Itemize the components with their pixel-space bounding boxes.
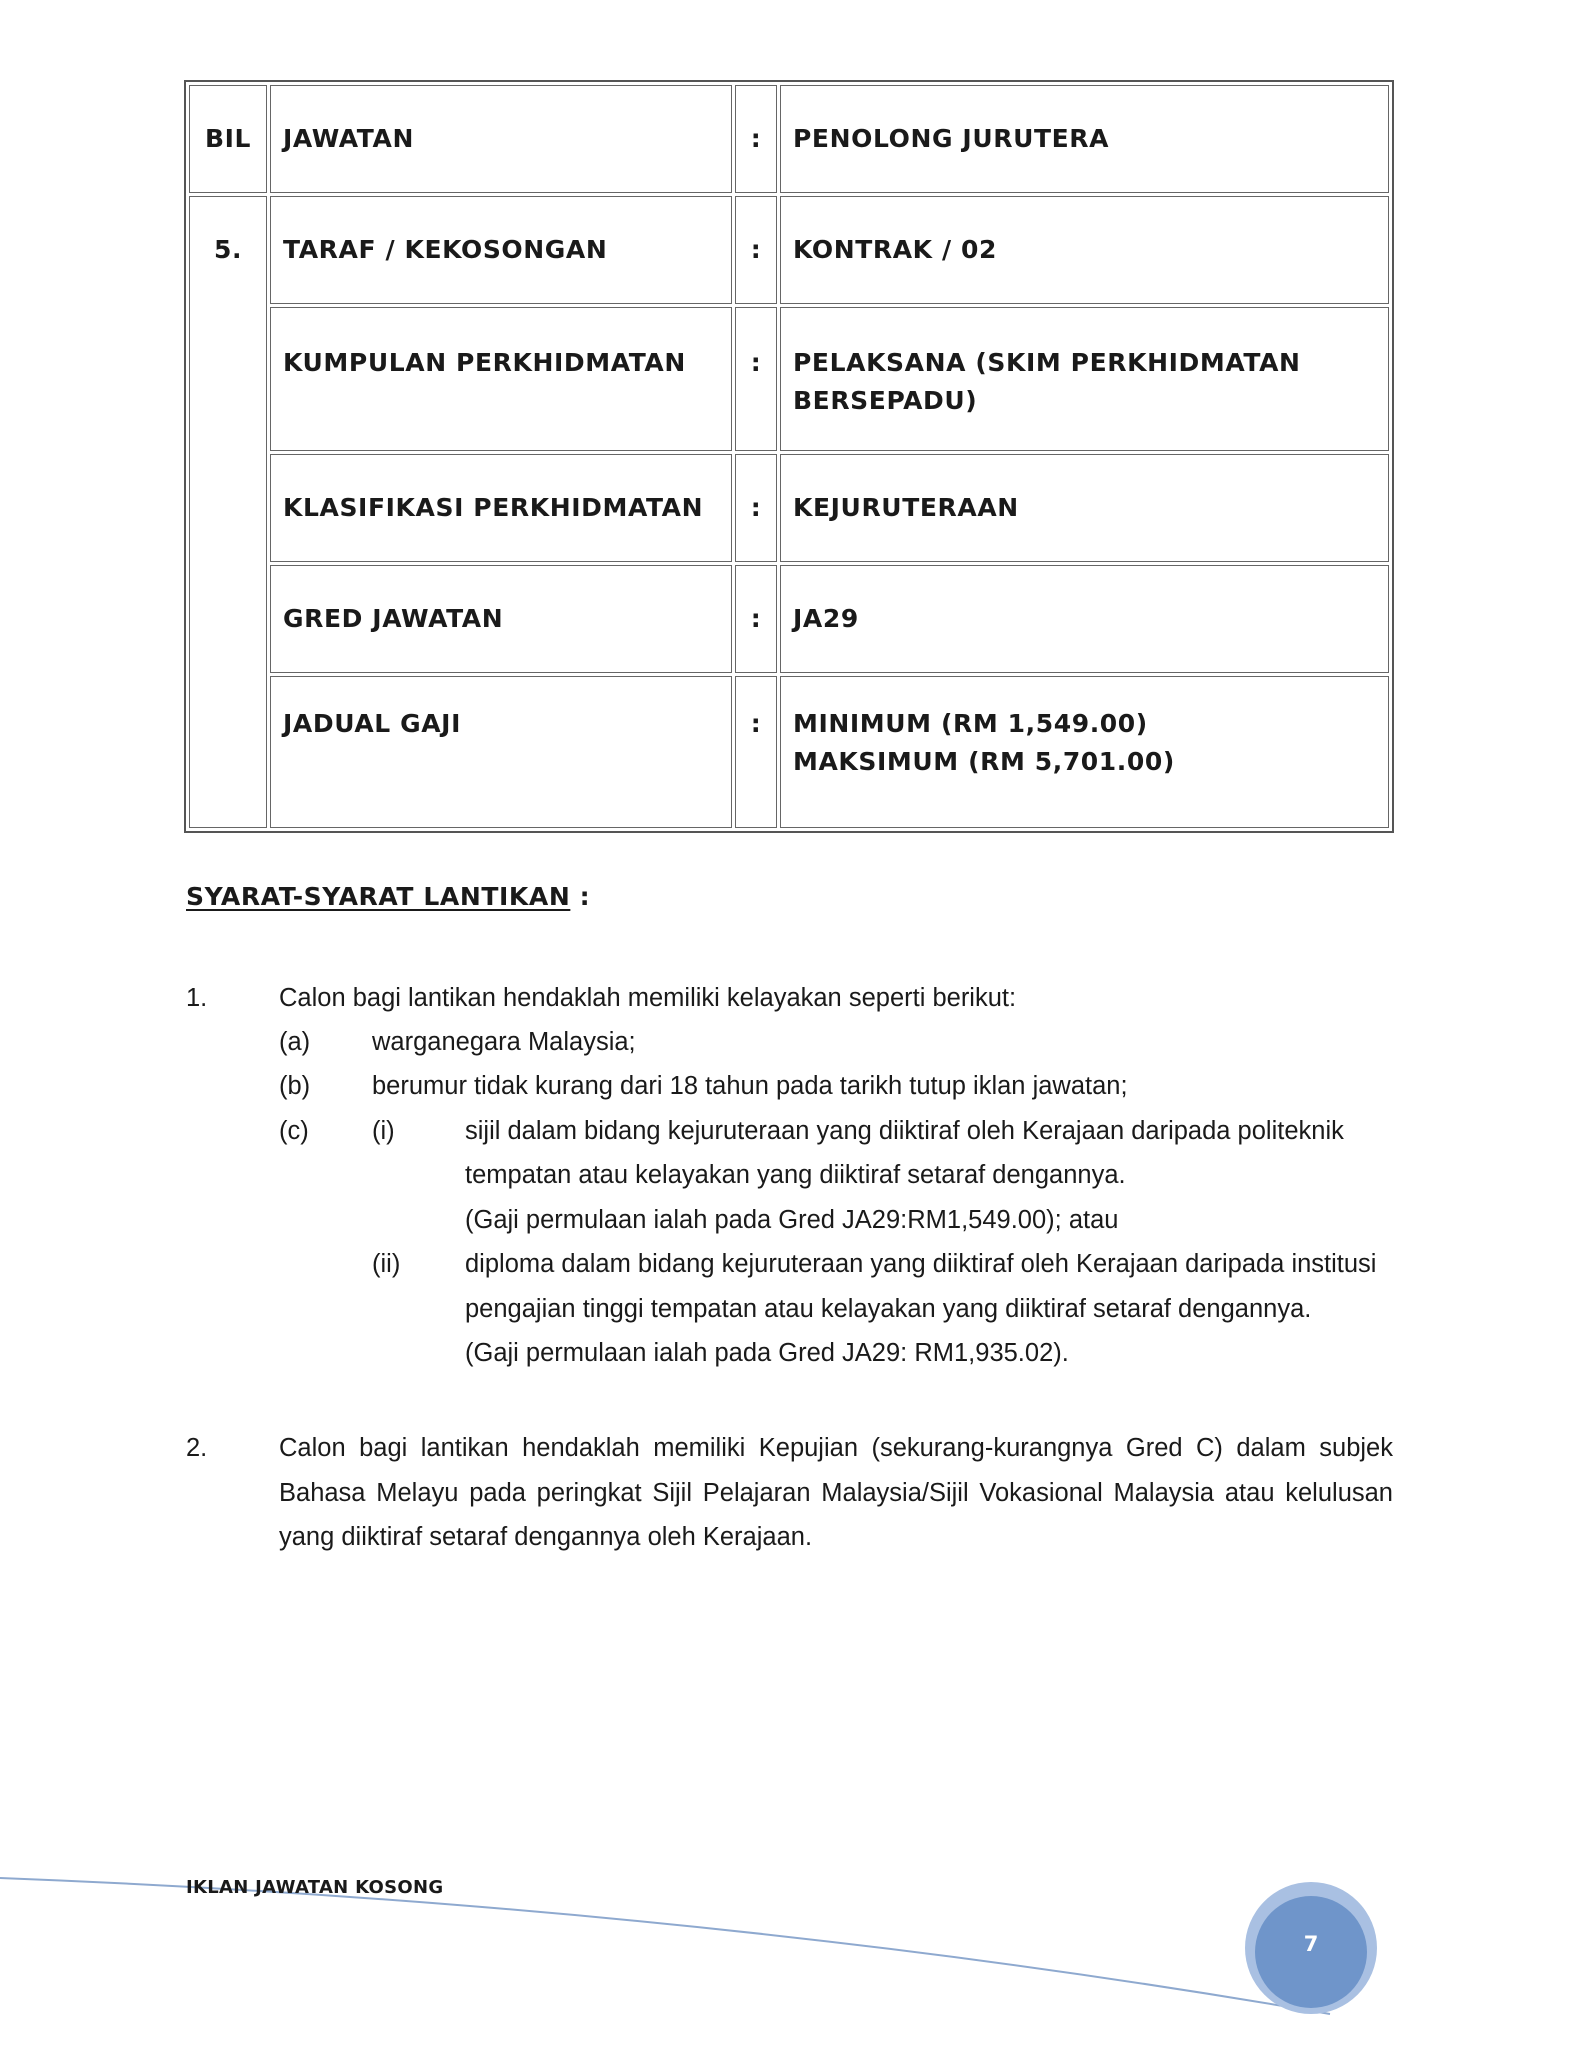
- row-colon: :: [735, 565, 777, 673]
- condition-2-number: 2.: [186, 1434, 208, 1462]
- row-label-jawatan: JAWATAN: [270, 85, 732, 193]
- row-label-kumpulan: KUMPULAN PERKHIDMATAN: [270, 307, 732, 451]
- condition-1c-ii-line2: pengajian tinggi tempatan atau kelayakan yang diiktiraf setaraf dengannya.: [465, 1295, 1312, 1323]
- row-value-gred: JA29: [780, 565, 1389, 673]
- row-label-klasifikasi: KLASIFIKASI PERKHIDMATAN: [270, 454, 732, 562]
- row-label-gred: GRED JAWATAN: [270, 565, 732, 673]
- row-colon: :: [735, 85, 777, 193]
- footer-title: IKLAN JAWATAN KOSONG: [186, 1877, 444, 1898]
- condition-1a-label: (a): [279, 1028, 311, 1056]
- row-label-taraf: TARAF / KEKOSONGAN: [270, 196, 732, 304]
- section-title-text: SYARAT-SYARAT LANTIKAN: [186, 882, 571, 911]
- bil-header: BIL: [189, 85, 267, 193]
- footer-line: [0, 1878, 1330, 2014]
- condition-1c-i-label: (i): [372, 1117, 395, 1145]
- condition-1-number: 1.: [186, 984, 208, 1012]
- bil-number: 5.: [189, 196, 267, 828]
- condition-1a-text: warganegara Malaysia;: [372, 1028, 636, 1056]
- row-value-kumpulan-line2: BERSEPADU): [793, 386, 978, 415]
- row-colon: :: [735, 196, 777, 304]
- condition-1c-ii-label: (ii): [372, 1250, 401, 1278]
- condition-1c-i-line3: (Gaji permulaan ialah pada Gred JA29:RM1,549.00); atau: [465, 1206, 1119, 1234]
- condition-1c-ii-line3: (Gaji permulaan ialah pada Gred JA29: RM1,935.02).: [465, 1339, 1069, 1367]
- row-colon: :: [735, 676, 777, 828]
- row-value-kumpulan-line1: PELAKSANA (SKIM PERKHIDMATAN: [793, 348, 1301, 377]
- page-number: 7: [1303, 1932, 1319, 1956]
- row-value-taraf: KONTRAK / 02: [780, 196, 1389, 304]
- row-value-jawatan: PENOLONG JURUTERA: [780, 85, 1389, 193]
- condition-1c-i-line1: sijil dalam bidang kejuruteraan yang diiktiraf oleh Kerajaan daripada politeknik: [465, 1117, 1344, 1145]
- salary-maximum: MAKSIMUM (RM 5,701.00): [793, 747, 1175, 776]
- row-label-jadual-gaji: JADUAL GAJI: [270, 676, 732, 828]
- salary-minimum: MINIMUM (RM 1,549.00): [793, 709, 1148, 738]
- condition-1c-i-line2: tempatan atau kelayakan yang diiktiraf setaraf dengannya.: [465, 1161, 1126, 1189]
- row-colon: :: [735, 307, 777, 451]
- condition-1b-text: berumur tidak kurang dari 18 tahun pada tarikh tutup iklan jawatan;: [372, 1072, 1128, 1100]
- condition-1-intro: Calon bagi lantikan hendaklah memiliki kelayakan seperti berikut:: [279, 984, 1017, 1012]
- condition-1b-label: (b): [279, 1072, 311, 1100]
- condition-1c-label: (c): [279, 1117, 309, 1145]
- row-value-klasifikasi: KEJURUTERAAN: [780, 454, 1389, 562]
- row-colon: :: [735, 454, 777, 562]
- section-title-suffix: :: [570, 882, 591, 911]
- condition-1c-ii-line1: diploma dalam bidang kejuruteraan yang diiktiraf oleh Kerajaan daripada institusi: [465, 1250, 1377, 1278]
- condition-2-text: Calon bagi lantikan hendaklah memiliki Kepujian (sekurang-kurangnya Gred C) dalam subjek Bahasa Melayu pada peringkat Sijil Pelajaran Malaysia/Sijil Vokasional Malaysia atau kelulusan yang diiktiraf setaraf dengannya oleh Kerajaan.: [279, 1434, 1393, 1551]
